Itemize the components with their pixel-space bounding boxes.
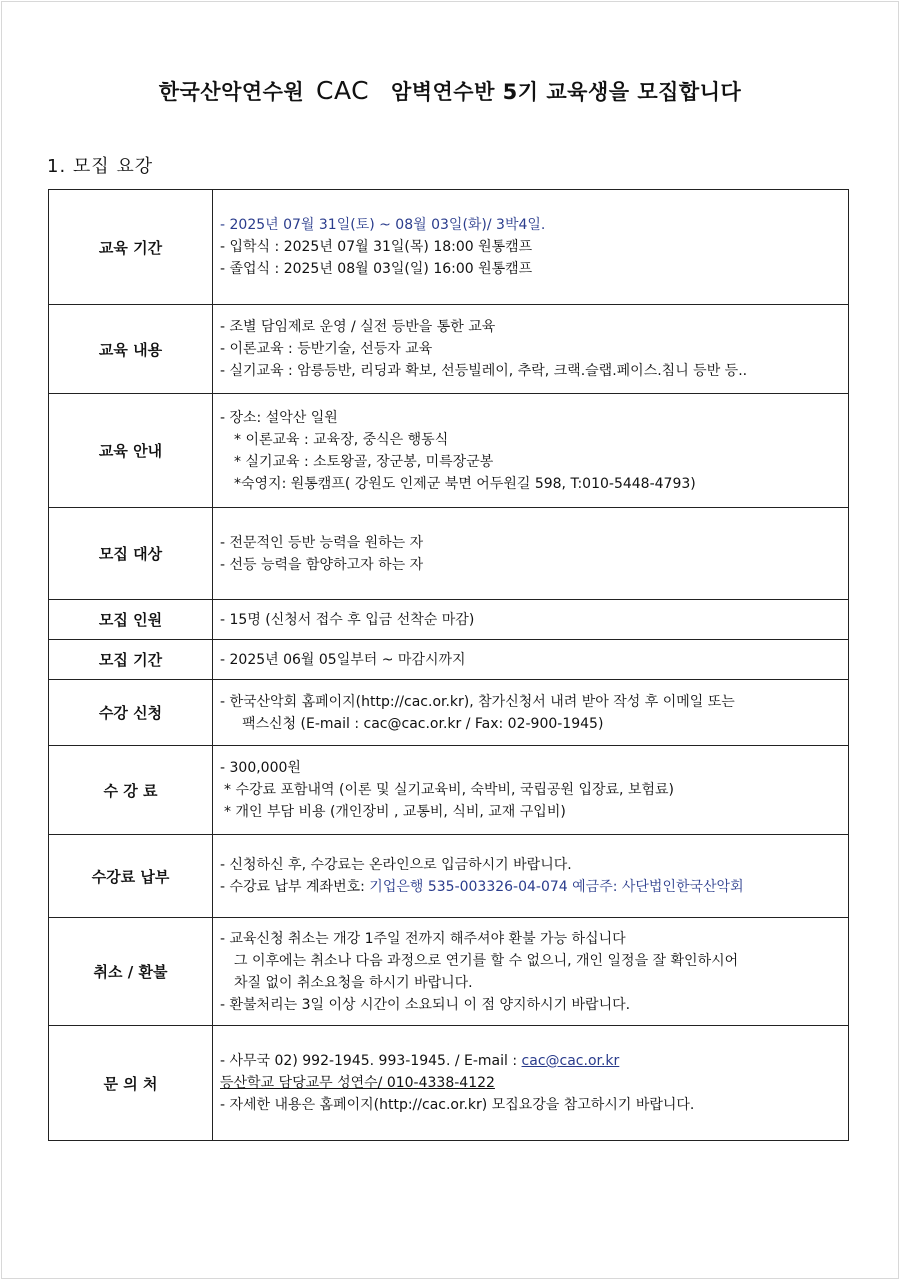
page-title (0, 76, 900, 106)
guide-line: *숙영지: 원통캠프( 강원도 인제군 북면 어두원길 598, T:010-5448-4793) (234, 475, 696, 492)
row-label: 수 강 료 (49, 746, 213, 835)
row-label: 모집 기간 (49, 640, 213, 680)
row-content (213, 600, 849, 640)
row-content (213, 394, 849, 508)
title-brand: CAC (316, 76, 370, 105)
content-line: - 이론교육 : 등반기술, 선등자 교육 (220, 341, 433, 357)
row-label: 문 의 처 (49, 1026, 213, 1141)
title-suffix: 암벽연수반 5기 교육생을 모집합니다 (390, 80, 742, 104)
content-line: - 실기교육 : 암릉등반, 리딩과 확보, 선등빌레이, 추락, 크랙.슬랩.페이스.침니 등반 등.. (220, 363, 748, 379)
payment-account: 기업은행 535-003326-04-074 예금주: 사단법인한국산악회 (369, 879, 744, 895)
row-content (213, 305, 849, 394)
content-line: - 조별 담임제로 운영 / 실전 등반을 통한 교육 (220, 319, 496, 335)
row-recruit-period (49, 640, 849, 680)
recruitment-table (48, 189, 849, 1141)
guide-line: * 실기교육 : 소토왕골, 장군봉, 미륵장군봉 (234, 453, 494, 470)
refund-line: - 환불처리는 3일 이상 시간이 소요되니 이 점 양지하시기 바랍니다. (220, 996, 631, 1013)
row-apply (49, 680, 849, 746)
contact-office: - 사무국 02) 992-1945. 993-1945. / E-mail : (220, 1053, 522, 1069)
recruit-period-line: - 2025년 06월 05일부터 ~ 마감시까지 (220, 651, 466, 668)
apply-line: - 한국산악회 홈페이지(http://cac.or.kr), 참가신청서 내려 받아 작성 후 이메일 또는 (220, 693, 735, 710)
payment-line: - 신청하신 후, 수강료는 온라인으로 입금하시기 바랍니다. (220, 857, 572, 873)
row-content (213, 1026, 849, 1141)
contact-email-link[interactable]: cac@cac.or.kr (521, 1053, 620, 1069)
payment-line (220, 876, 842, 898)
row-label: 수강 신청 (49, 680, 213, 746)
row-refund (49, 918, 849, 1026)
row-label: 모집 인원 (49, 600, 213, 640)
fee-line: - 300,000원 (220, 760, 301, 776)
count-line: - 15명 (신청서 접수 후 입금 선착순 마감) (220, 611, 475, 628)
row-contact (49, 1026, 849, 1141)
row-label: 교육 안내 (49, 394, 213, 508)
guide-line: * 이론교육 : 교육장, 중식은 행동식 (234, 431, 449, 448)
refund-line: 그 이후에는 취소나 다음 과정으로 연기를 할 수 없으니, 개인 일정을 잘 확인하시어 (234, 952, 739, 969)
row-label: 교육 내용 (49, 305, 213, 394)
row-content (213, 746, 849, 835)
contact-line: 등산학교 담당교무 성연수/ 010-4338-4122 (220, 1075, 495, 1091)
row-education-guide (49, 394, 849, 508)
target-line: - 선등 능력을 함양하고자 하는 자 (220, 556, 424, 573)
target-line: - 전문적인 등반 능력을 원하는 자 (220, 534, 424, 551)
row-education-period (49, 190, 849, 305)
apply-line: 팩스신청 (E-mail : cac@cac.or.kr / Fax: 02-900-1945) (242, 715, 604, 732)
row-content (213, 190, 849, 305)
row-fee (49, 746, 849, 835)
section-heading: 1. 모집 요강 (47, 156, 154, 177)
period-dates: - 2025년 07월 31일(토) ~ 08월 03일(화)/ 3박4일. (220, 217, 546, 233)
refund-line: 차질 없이 취소요청을 하시기 바랍니다. (234, 974, 473, 991)
fee-line: * 수강료 포함내역 (이론 및 실기교육비, 숙박비, 국립공원 입장료, 보험료) (224, 782, 674, 798)
row-payment (49, 835, 849, 918)
title-prefix: 한국산악연수원 (158, 80, 305, 104)
row-education-content (49, 305, 849, 394)
contact-line (220, 1050, 842, 1072)
row-content (213, 680, 849, 746)
row-label: 교육 기간 (49, 190, 213, 305)
row-content (213, 918, 849, 1026)
row-label: 수강료 납부 (49, 835, 213, 918)
row-content (213, 835, 849, 918)
refund-line: - 교육신청 취소는 개강 1주일 전까지 해주셔야 환불 가능 하십니다 (220, 930, 626, 947)
period-entrance: - 입학식 : 2025년 07월 31일(목) 18:00 원통캠프 (220, 239, 533, 255)
payment-account-prefix: - 수강료 납부 계좌번호: (220, 879, 370, 895)
row-recruit-count (49, 600, 849, 640)
row-target (49, 508, 849, 600)
row-content (213, 640, 849, 680)
row-label: 모집 대상 (49, 508, 213, 600)
period-graduation: - 졸업식 : 2025년 08월 03일(일) 16:00 원통캠프 (220, 261, 533, 277)
row-content (213, 508, 849, 600)
row-label: 취소 / 환불 (49, 918, 213, 1026)
contact-line: - 자세한 내용은 홈페이지(http://cac.or.kr) 모집요강을 참고하시기 바랍니다. (220, 1097, 695, 1113)
guide-line: - 장소: 설악산 일원 (220, 409, 338, 426)
fee-line: * 개인 부담 비용 (개인장비 , 교통비, 식비, 교재 구입비) (224, 804, 566, 820)
